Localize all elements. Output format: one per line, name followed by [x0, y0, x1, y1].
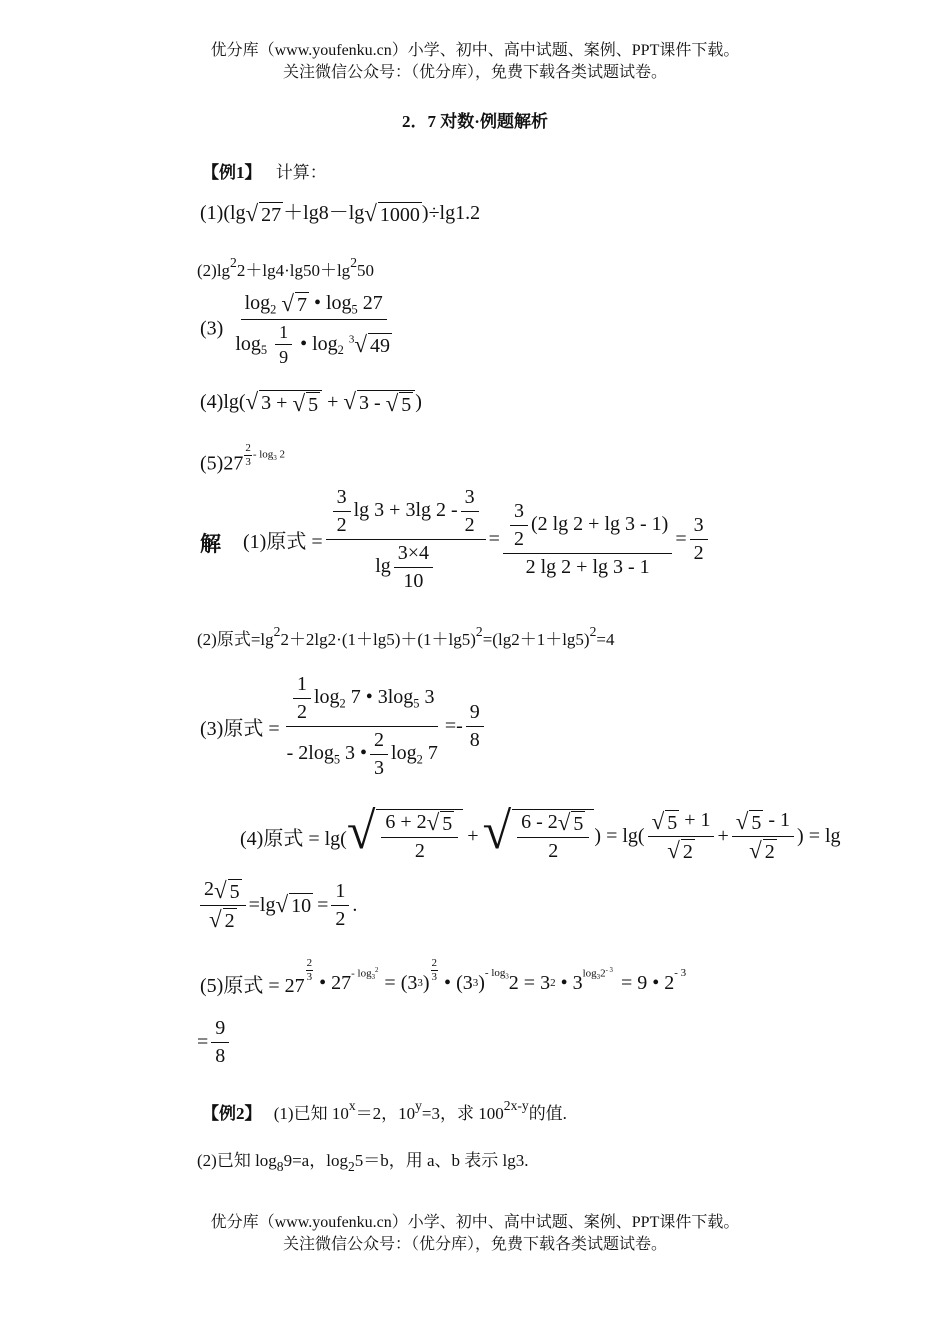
problem-4: (4)lg( √ 3 + √ 5 + √ 3 - √ 5 ) — [200, 389, 422, 417]
problem-5: (5)27 $\frac{2}{3}$ - $\log_3 2$ — [200, 442, 285, 475]
footer-line-1: 优分库（www.youfenku.cn）小学、初中、高中试题、案例、PPT课件下载。 — [210, 1214, 740, 1231]
problem-2: $(2)\lg^22+\lg 4\cdot\lg 50+\lg^250$ — [197, 255, 374, 280]
footer-line-2: 关注微信公众号：（优分库），免费下载各类试题试卷。 — [282, 1236, 667, 1253]
solution-4-line-2: 2 √ 5 √ 2 =lg √ 10 = $\frac{1}{2}$ . — [197, 872, 357, 938]
problem-1: (1)(lg √ 27 ＋lg8－lg √ 1000 )÷lg1.2 — [200, 201, 481, 227]
example2-q2: (2)已知 $\log_89=a$，$\log_25=b$，用 a、b 表示 lg3. — [197, 1151, 529, 1174]
example2-q1: 【例2】 (1)已知 $10^x=2$，$10^y=3$，求 $100^{2x-y}$的值. — [202, 1098, 567, 1123]
solution-2: (2)原式$=\lg^22+2\lg 2\cdot(1+\lg 5)+(1+\lg 5)^2=(\lg 2+1+\lg 5)^2=4$ — [197, 624, 615, 649]
solution-4-line-1: (4)原式 = lg( √ 6 + 2 √ 5 2 + √ 6 - 2 √ 5 2 ) = lg( √ 5 + 1 √ 2 + √ 5 - 1 √ 2 ) = lg — [240, 802, 841, 863]
problem-3: (3) $\log_2$ √ 7 • $\log_5 27$ $\log_5$ $\frac{1}{9}$ • $\log_2 ^3$ √ 49 — [200, 292, 399, 368]
sqrt: √ 27 — [245, 201, 282, 227]
solution-label: 解 — [200, 532, 221, 556]
solution-5-line-1: (5)原式 = 27 $\frac{2}{3}$ • 27 - $\log_3^2$ = (3 3 ) $\frac{2}{3}$ • (3 3 ) - $\log_3$ 2 = 3 2 • 3 $\log_32^{- 3}$ = 9 • 2 - 3 — [200, 957, 687, 997]
example1-label: 【例1】 — [202, 163, 262, 182]
example1-heading — [202, 158, 327, 183]
solution-3: (3)原式 = $\frac{1}{2}$ $\log_2 7$ • $3\log_5$ 3 - $2\log_5$ 3 • $\frac{2}{3}$ $\log_2 7$ =- $\frac{9}{8}$ — [200, 672, 487, 780]
sqrt: √ 1000 — [364, 201, 420, 227]
solution-5-line-2: = $\frac{9}{8}$ — [197, 1012, 232, 1072]
fraction: $\log_2$ √ 7 • $\log_5 27$ $\log_5$ $\frac{1}{9}$ • $\log_2 ^3$ √ 49 — [235, 291, 390, 368]
solution-1: (1)原式 = $\frac{3}{2}$ lg 3 + 3lg 2 - $\frac{3}{2}$ lg $\frac{3\times 4}{10}$ = $\frac{3}{2}$ (2 lg 2 + lg 3 - 1) 2 lg 2 + lg 3 - 1 = $\frac{3}{2}$ — [243, 484, 711, 594]
example2-label: 【例2】 — [202, 1103, 262, 1123]
header-line-2: 关注微信公众号：（优分库），免费下载各类试题试卷。 — [282, 64, 667, 81]
header-line-1: 优分库（www.youfenku.cn）小学、初中、高中试题、案例、PPT课件下载。 — [210, 42, 740, 59]
page-title: 2．7 对数·例题解析 — [402, 112, 548, 131]
example1-prompt: 计算： — [275, 163, 327, 182]
